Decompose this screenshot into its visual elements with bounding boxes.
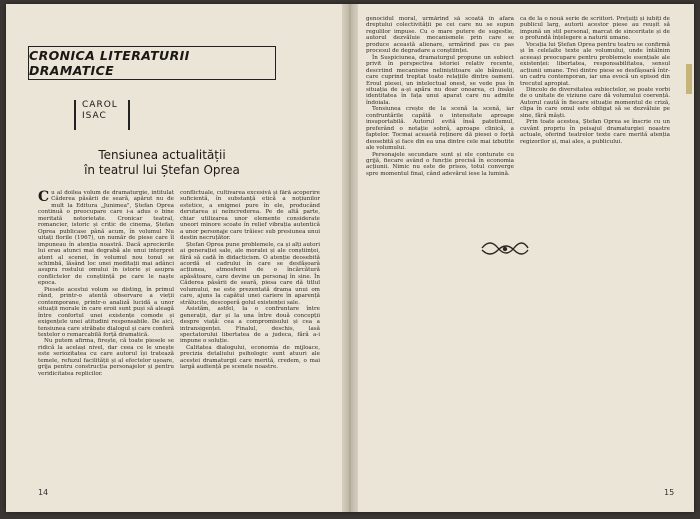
author-byline bbox=[74, 100, 130, 130]
paragraph: Personajele secundare sunt și ele conturate cu grijă, fiecare având o funcție precisă în economia acțiunii. Nimic nu este de prisos, totul converge spre momentul final, când adevărul iese la lumină. bbox=[366, 151, 514, 177]
author-first-name: CAROL bbox=[82, 100, 118, 110]
right-column-2 bbox=[520, 16, 670, 482]
paragraph: conflictuale, cultivarea excesivă și fără acoperire suficientă, în substanță etică a noțiunilor estetice, a enigmei pure în ele, producând derutarea și neîncrederea. Pe de altă parte, chiar utilizarea unor elemente considerate uneori minore scoate în relief vibrația autentică a unor personaje care trăiesc sub presiunea unui destin necruțător. bbox=[180, 190, 320, 242]
paragraph: Piesele acestui volum se disting, în primul rând, printr-o atentă observare a vieții contemporane, printr-o analiză lucidă a unor situații morale în care eroii sunt puși să aleagă între confortul unei existențe comode și exigențele unei atitudini responsabile. De aici, tensiunea care străbate dialogul și care conferă textelor o remarcabilă forță dramatică. bbox=[38, 286, 174, 338]
left-column-2 bbox=[180, 190, 320, 480]
paragraph: Ștefan Oprea pune problemele, ca și alți autori ai generației sale, ale moralei și ale conștiinței, fără să cadă în didacticism. O atenție deosebită acordă el cadrului în care se desfășoară acțiunea, atmosferei de o încărcătură apăsătoare, care devine un personaj în sine. În Căderea păsării de seară, piesa care dă titlul volumului, ne este prezentată drama unui om care, ajuns la capătul unei cariere în aparență strălucite, descoperă golul existenței sale. bbox=[180, 241, 320, 306]
right-page bbox=[358, 4, 694, 512]
section-header-box bbox=[28, 46, 276, 80]
edge-tab-mark bbox=[686, 64, 692, 94]
paragraph: Calitatea dialogului, economia de mijloace, precizia detaliului psihologic sunt atuuri ale acestei dramaturgii care merită, credem, o mai largă audiență pe scenele noastre. bbox=[180, 344, 320, 371]
paragraph: Nu putem afirma, firește, că toate piesele se ridică la același nivel, dar ceea ce le unește este seriozitatea cu care autorul își tratează temele, refuzul facilității și al efectelor ușoare, grija pentru construcția personajelor și pentru veridicitatea replicilor. bbox=[38, 338, 174, 377]
article-title-line-1: Tensiunea actualității bbox=[98, 148, 226, 162]
page-number-left: 14 bbox=[38, 488, 49, 497]
paragraph: Tensiunea crește de la scenă la scenă, iar confruntările capătă o intensitate aproape insuportabilă. Autorul evită însă patetismul, preferând o notație sobră, aproape clinică, a faptelor. Tocmai această reținere dă piesei o forță deosebită și face din ea una dintre cele mai izbutite ale volumului. bbox=[366, 106, 514, 152]
left-column-1 bbox=[38, 190, 174, 480]
paragraph: Vocația lui Ștefan Oprea pentru teatru se confirmă și în celelalte texte ale volumului, unde întâlnim aceeași preocupare pentru problemele esențiale ale existenței: libertatea, responsabilitatea, sensul acțiunii umane. Trei dintre piese se desfășoară într-un cadru contemporan, iar una evocă un episod din trecutul apropiat. bbox=[520, 41, 670, 87]
paragraph: Dincolo de diversitatea subiectelor, se poate vorbi de o unitate de viziune care dă volumului coerență. Autorul caută în fiecare situație momentul de criză, clipa în care omul este obligat să se dezvăluie pe sine, fără măști. bbox=[520, 86, 670, 119]
article-title-line-2: în teatrul lui Ștefan Oprea bbox=[84, 163, 240, 177]
paragraph: Prin toate acestea, Ștefan Oprea se înscrie cu un cuvânt propriu în peisajul dramaturgiei noastre actuale, oferind teatrelor texte care merită atenția regizorilor și, mai ales, a publicului. bbox=[520, 119, 670, 145]
paragraph: Cu al doilea volum de dramaturgie, intitulat Căderea păsării de seară, apărut nu de mult la Editura „Junimea", Ștefan Oprea continuă o preocupare care i-a adus o bine meritată notorietate. Cronicar teatral, romancier, istoric și critic de cinema, Ștefan Oprea publicase până acum, în volumul Nu uitați florile (1967), un număr de piese care îl impuneau în atenția noastră. Dacă aprecierile lui erau atunci mai degrabă ale unui interpret atent al scenei, în volumul nou tonul se schimbă, lăsând loc unei meditații mai adânci asupra rostului omului în istorie și asupra conflictelor de conștiință pe care le naște epoca. bbox=[38, 190, 174, 287]
section-title: CRONICA LITERATURII DRAMATICE bbox=[29, 48, 190, 78]
paragraph: Asistăm, astfel, la o confruntare între generații, dar și la una între două concepții despre viață: cea a compromisului și cea a intransigenței. Finalul, deschis, lasă spectatorului libertatea de a judeca, fără a-i impune o soluție. bbox=[180, 306, 320, 345]
author-last-name: ISAC bbox=[82, 111, 107, 121]
paragraph: ca de la o nouă serie de scriitori. Prețuiți și iubiți de publicul larg, autorii acestor piese au reușit să impună un stil personal, marcat de sinceritate și de o profundă înțelegere a naturii umane. bbox=[520, 16, 670, 42]
paragraph: În Suspiciunea, dramaturgul propune un subiect privit în perspectiva istoriei relativ recente, descriind mecanisme neliniștitoare ale bănuielii, care cuprind treptat toate relațiile dintre oameni. Eroul piesei, un intelectual onest, se vede pus în situația de a-și apăra nu doar onoarea, ci însăși identitatea în fața unui aparat care nu admite îndoiala. bbox=[366, 54, 514, 106]
article-title bbox=[62, 148, 262, 178]
book-gutter bbox=[342, 4, 358, 512]
left-page bbox=[6, 4, 342, 512]
paragraph: genocidul moral, urmărind să scoată în afara dreptului colectivității pe cei care nu se supun regulilor impuse. Cu o mare putere de sugestie, autorul dezvăluie mecanismele prin care se produce această alienare, urmărind pas cu pas procesul de degradare a conștiinței. bbox=[366, 16, 514, 55]
page-number-right: 15 bbox=[664, 488, 675, 497]
magazine-spread bbox=[6, 4, 694, 512]
drop-cap: C bbox=[38, 190, 50, 205]
